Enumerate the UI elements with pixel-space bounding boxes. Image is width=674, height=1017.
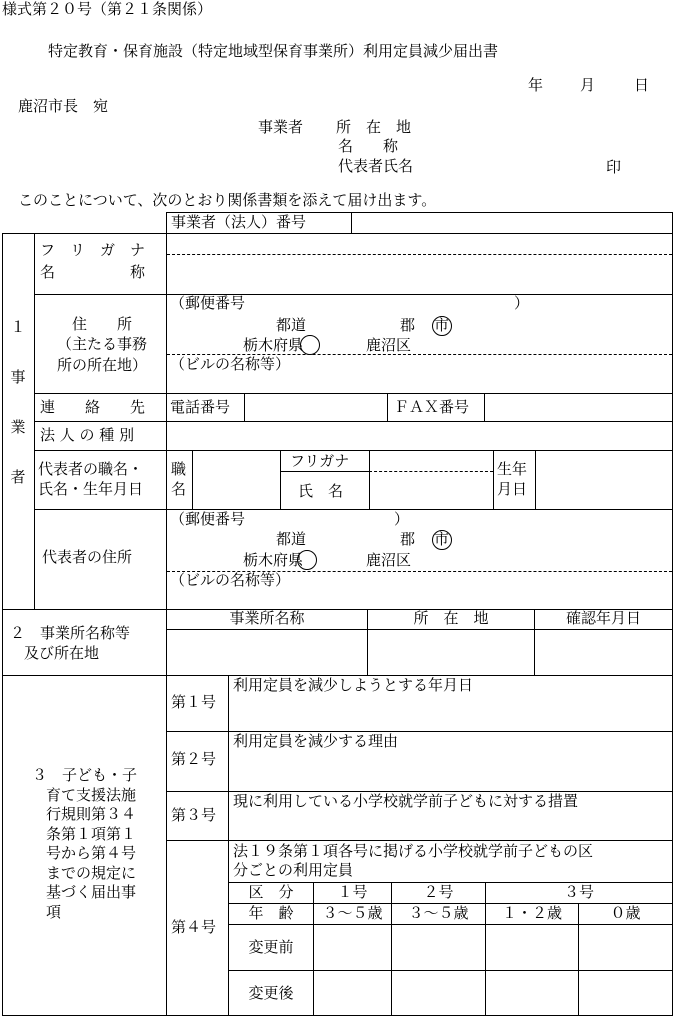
rep-title-label: 代表者の職名・ 氏名・生年月日	[38, 460, 144, 499]
birth-field[interactable]	[536, 451, 671, 508]
confirm-date-field[interactable]	[535, 630, 671, 674]
building-label: （ビルの名称等）	[170, 355, 291, 373]
furigana-label: フ リ ガ ナ	[40, 241, 146, 259]
address-field[interactable]	[167, 355, 672, 392]
no1-label: １号	[337, 883, 368, 901]
gun-label: 郡	[400, 316, 416, 334]
kubun-label: 区 分	[248, 883, 294, 901]
prefecture-circle	[300, 335, 320, 355]
no3-label: ３号	[563, 883, 594, 901]
todo2-label: 都道	[276, 530, 307, 548]
item4-label: 第４号	[171, 918, 217, 936]
item3-field[interactable]	[229, 812, 671, 839]
postal-label: （郵便番号	[170, 294, 246, 312]
after-no3b-field[interactable]	[579, 971, 671, 1015]
section1-label: １ 事 業 者	[10, 318, 26, 486]
rep-furigana-label: フリガナ	[290, 452, 350, 470]
age4-label: ０歳	[610, 904, 641, 922]
col-office-name: 事業所名称	[229, 609, 305, 627]
birth-label: 生年 月日	[497, 460, 528, 499]
fax-label: ＦＡＸ番号	[394, 398, 470, 416]
operator-number-label: 事業者（法人）番号	[171, 213, 307, 231]
rep-address-field[interactable]	[167, 572, 672, 608]
item2-field[interactable]	[229, 752, 671, 790]
name-label: 名 称	[40, 263, 146, 281]
office-name-field[interactable]	[167, 630, 366, 674]
rep-name-label: 氏 名	[298, 482, 344, 500]
ward2-label: 鹿沼区	[366, 551, 412, 569]
shi-circle	[432, 316, 452, 336]
applicant-name: 名 称	[338, 137, 399, 155]
item3-text: 現に利用している小学校就学前子どもに対する措置	[233, 792, 579, 810]
col-office-location: 所 在 地	[413, 609, 489, 627]
col-confirm-date: 確認年月日	[565, 609, 641, 627]
after-label: 変更後	[248, 984, 294, 1002]
no2-label: ２号	[423, 883, 454, 901]
age-label: 年 齢	[248, 904, 294, 922]
gun2-label: 郡	[400, 530, 416, 548]
phone-field[interactable]	[245, 394, 386, 420]
building2-label: （ビルの名称等）	[170, 571, 291, 589]
furigana-field[interactable]	[167, 234, 672, 254]
corp-type-field[interactable]	[167, 422, 672, 449]
name-field[interactable]	[167, 255, 672, 293]
item1-text: 利用定員を減少しようとする年月日	[233, 676, 474, 694]
age1-label: ３～５歳	[322, 904, 383, 922]
item2-text: 利用定員を減少する理由	[233, 732, 399, 750]
shi2-circle	[432, 530, 452, 550]
address-label: 住 所 （主たる事務 所の所在地）	[56, 315, 147, 374]
postal2-label: （郵便番号	[170, 510, 246, 528]
before-no1-field[interactable]	[314, 925, 390, 969]
shoku-label: 職 名	[171, 460, 187, 499]
age2-label: ３～５歳	[408, 904, 469, 922]
fax-field[interactable]	[485, 394, 671, 420]
prefecture2-label: 栃木府県	[243, 551, 304, 569]
shi-label: 市	[434, 316, 450, 334]
form-title: 特定教育・保育施設（特定地域型保育事業所）利用定員減少届出書	[48, 42, 499, 60]
section3-label: ３ 子ども・子 育て支援法施 行規則第３４ 条第１項第１ 号から第４号 までの規定に 基づく届出事 項	[32, 766, 138, 921]
item1-field[interactable]	[229, 696, 671, 730]
ward-label: 鹿沼区	[366, 336, 412, 354]
before-no2-field[interactable]	[392, 925, 484, 969]
intro-text: このことについて、次のとおり関係書類を添えて届け出ます。	[18, 191, 437, 209]
rep-name-field[interactable]	[370, 451, 493, 508]
corp-type-label: 法 人 の 種 別	[40, 426, 135, 444]
seal-mark: 印	[606, 158, 622, 176]
rep-title-field[interactable]	[193, 451, 279, 508]
date-year: 年	[528, 76, 544, 94]
before-label: 変更前	[248, 938, 294, 956]
item3-label: 第３号	[171, 806, 217, 824]
applicant-location: 所 在 地	[336, 118, 412, 136]
applicant-representative: 代表者氏名	[338, 157, 414, 175]
prefecture-label: 栃木府県	[243, 336, 304, 354]
date-month: 月	[580, 76, 596, 94]
after-no1-field[interactable]	[314, 971, 390, 1015]
before-no3a-field[interactable]	[486, 925, 577, 969]
todo-label: 都道	[276, 316, 307, 334]
shi2-label: 市	[434, 530, 450, 548]
section2-label: ２ 事業所名称等 及び所在地	[10, 624, 131, 663]
postal-close: ）	[514, 294, 530, 312]
age3-label: １・２歳	[501, 904, 562, 922]
item4-text: 法１９条第１項各号に掲げる小学校就学前子どもの区 分ごとの利用定員	[233, 842, 594, 879]
prefecture2-circle	[297, 550, 317, 570]
operator-number-field[interactable]	[352, 213, 671, 232]
after-no2-field[interactable]	[392, 971, 484, 1015]
rep-address-label: 代表者の住所	[42, 548, 133, 566]
applicant-operator: 事業者	[258, 118, 304, 136]
addressee: 鹿沼市長 宛	[18, 97, 109, 115]
item1-label: 第１号	[171, 693, 217, 711]
office-location-field[interactable]	[368, 630, 533, 674]
date-day: 日	[634, 76, 650, 94]
contact-label: 連 絡 先	[40, 398, 146, 416]
after-no3a-field[interactable]	[486, 971, 577, 1015]
form-number: 様式第２０号（第２１条関係）	[2, 0, 213, 18]
phone-label: 電話番号	[170, 398, 231, 416]
before-no3b-field[interactable]	[579, 925, 671, 969]
item2-label: 第２号	[171, 750, 217, 768]
postal2-close: ）	[394, 510, 410, 528]
